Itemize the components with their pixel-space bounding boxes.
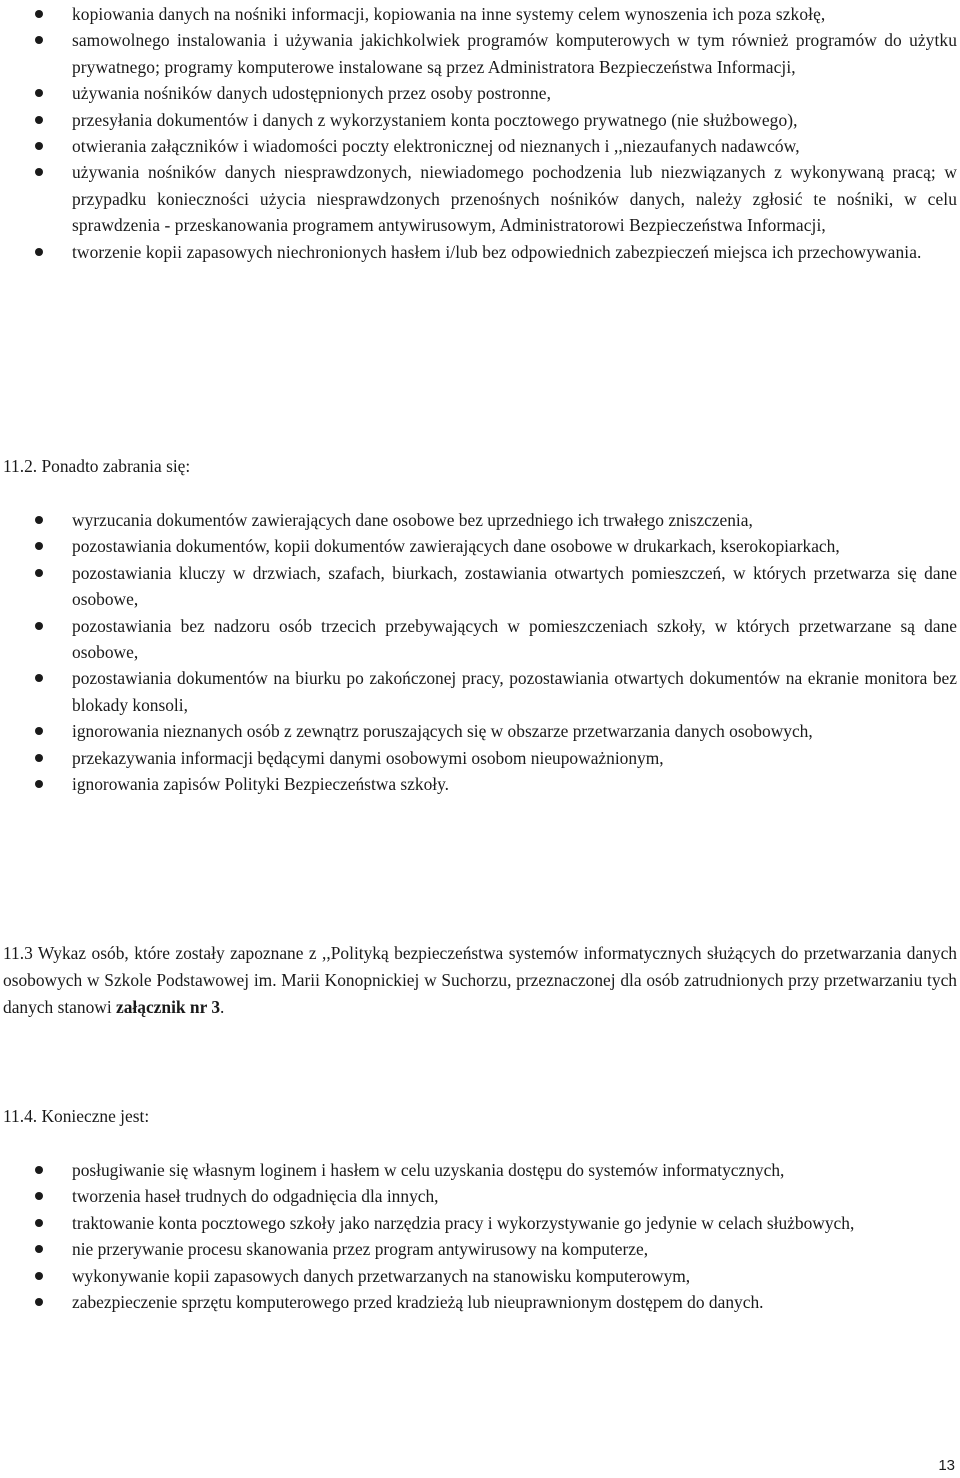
bullet-icon <box>35 168 43 176</box>
list-item: otwierania załączników i wiadomości poczty elektronicznej od nieznanych i ,,niezaufanych nadawców, <box>0 133 960 159</box>
list-item: pozostawiania dokumentów, kopii dokumentów zawierających dane osobowe w drukarkach, kserokopiarkach, <box>0 533 960 559</box>
section-11-3-end: . <box>220 996 225 1017</box>
bullet-icon <box>35 1245 43 1253</box>
bullet-icon <box>35 754 43 762</box>
attachment-reference: załącznik nr 3 <box>116 996 221 1017</box>
list-item: pozostawiania dokumentów na biurku po zakończonej pracy, pozostawiania otwartych dokumentów na ekranie monitora bez blokady konsoli, <box>0 665 960 718</box>
bullet-icon <box>35 1272 43 1280</box>
section-heading-11-4: 11.4. Konieczne jest: <box>3 1106 150 1126</box>
prohibited-actions-list <box>0 1 960 265</box>
section-11-4-list <box>0 1157 960 1315</box>
list-item: tworzenie kopii zapasowych niechronionych hasłem i/lub bez odpowiednich zabezpieczeń miejsca ich przechowywania. <box>0 239 960 265</box>
bullet-icon <box>35 780 43 788</box>
bullet-icon <box>35 1166 43 1174</box>
list-item: samowolnego instalowania i używania jakichkolwiek programów komputerowych w tym również programów do użytku prywatnego; programy komputerowe instalowane są przez Administratora Bezpieczeństwa Informacji, <box>0 27 960 80</box>
section-heading-11-2: 11.2. Ponadto zabrania się: <box>3 456 191 476</box>
list-item: przesyłania dokumentów i danych z wykorzystaniem konta pocztowego prywatnego (nie służbowego), <box>0 107 960 133</box>
list-item: ignorowania zapisów Polityki Bezpieczeństwa szkoły. <box>0 771 960 797</box>
bullet-icon <box>35 36 43 44</box>
list-item: używania nośników danych udostępnionych przez osoby postronne, <box>0 80 960 106</box>
list-item: posługiwanie się własnym loginem i hasłem w celu uzyskania dostępu do systemów informatycznych, <box>0 1157 960 1183</box>
bullet-icon <box>35 1192 43 1200</box>
bullet-icon <box>35 10 43 18</box>
list-item: tworzenia haseł trudnych do odgadnięcia dla innych, <box>0 1183 960 1209</box>
list-item: wykonywanie kopii zapasowych danych przetwarzanych na stanowisku komputerowym, <box>0 1263 960 1289</box>
list-item: ignorowania nieznanych osób z zewnątrz poruszających się w obszarze przetwarzania danych osobowych, <box>0 718 960 744</box>
list-item: traktowanie konta pocztowego szkoły jako narzędzia pracy i wykorzystywanie go jedynie w celach służbowych, <box>0 1210 960 1236</box>
bullet-icon <box>35 542 43 550</box>
bullet-icon <box>35 516 43 524</box>
bullet-icon <box>35 1219 43 1227</box>
bullet-icon <box>35 727 43 735</box>
bullet-icon <box>35 1298 43 1306</box>
list-item: nie przerywanie procesu skanowania przez program antywirusowy na komputerze, <box>0 1236 960 1262</box>
bullet-icon <box>35 142 43 150</box>
list-item: używania nośników danych niesprawdzonych, niewiadomego pochodzenia lub niezwiązanych z wykonywaną pracą; w przypadku konieczności użycia niesprawdzonych przenośnych nośników danych, należy zgłosić te nośniki, w celu sprawdzenia - przeskanowania programem antywirusowym, Administratorowi Bezpieczeństwa Informacji, <box>0 159 960 238</box>
bullet-icon <box>35 116 43 124</box>
bullet-icon <box>35 674 43 682</box>
list-item: pozostawiania kluczy w drzwiach, szafach, biurkach, zostawiania otwartych pomieszczeń, w których przetwarza się dane osobowe, <box>0 560 960 613</box>
bullet-icon <box>35 569 43 577</box>
bullet-icon <box>35 89 43 97</box>
list-item: pozostawiania bez nadzoru osób trzecich przebywających w pomieszczeniach szkoły, w których przetwarzane są dane osobowe, <box>0 613 960 666</box>
page-number: 13 <box>938 1457 955 1474</box>
list-item: zabezpieczenie sprzętu komputerowego przed kradzieżą lub nieuprawnionym dostępem do danych. <box>0 1289 960 1315</box>
section-11-3-paragraph <box>3 940 957 1021</box>
list-item: przekazywania informacji będącymi danymi osobowymi osobom nieupoważnionym, <box>0 745 960 771</box>
section-11-3-text: 11.3 Wykaz osób, które zostały zapoznane z ,,Polityką bezpieczeństwa systemów informatycznych służących do przetwarzania danych osobowych w Szkole Podstawowej im. Marii Konopnickiej w Suchorzu, przeznaczonej dla osób zatrudnionych przy przetwarzaniu tych danych stanowi <box>3 943 957 1017</box>
list-item: wyrzucania dokumentów zawierających dane osobowe bez uprzedniego ich trwałego zniszczenia, <box>0 507 960 533</box>
bullet-icon <box>35 622 43 630</box>
section-11-2-list <box>0 507 960 797</box>
bullet-icon <box>35 248 43 256</box>
list-item: kopiowania danych na nośniki informacji, kopiowania na inne systemy celem wynoszenia ich poza szkołę, <box>0 1 960 27</box>
